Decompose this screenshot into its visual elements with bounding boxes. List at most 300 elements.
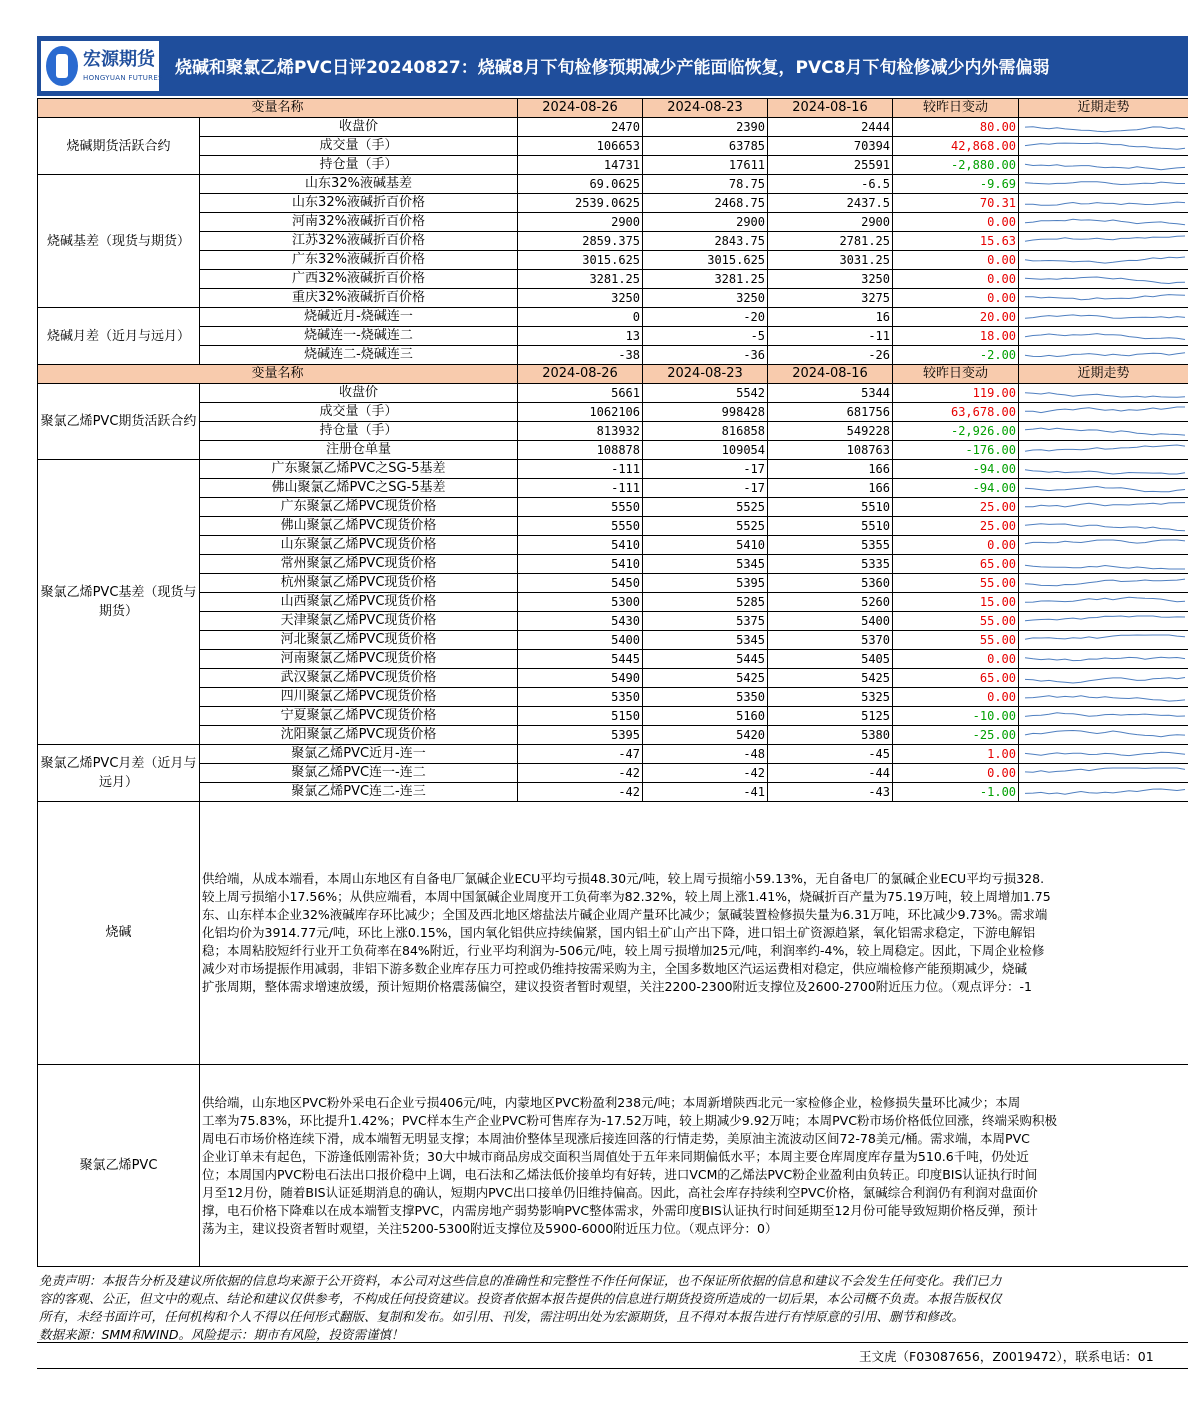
- value-date-3: 5355: [768, 536, 893, 555]
- trend-cell: [1019, 270, 1188, 289]
- trend-cell: [1019, 137, 1188, 156]
- change-value: -176.00: [893, 441, 1019, 460]
- trend-cell: [1019, 650, 1188, 669]
- value-date-3: 3031.25: [768, 251, 893, 270]
- trend-cell: [1019, 175, 1188, 194]
- col-date-2: 2024-08-23: [643, 365, 768, 384]
- value-date-1: -42: [518, 783, 643, 802]
- trend-line: [1025, 487, 1185, 492]
- value-date-2: -36: [643, 346, 768, 365]
- row-label: 宁夏聚氯乙烯PVC现货价格: [200, 707, 518, 726]
- value-date-1: 2539.0625: [518, 194, 643, 213]
- commentary-line: 企业订单未有起色，下游逢低刚需补货；30大中城市商品房成交面积当周值处于五年来同期偏低水平；本周主要仓库周度库存量为510.6千吨，仍处近: [202, 1148, 1029, 1164]
- trend-sparkline: [1019, 669, 1188, 687]
- commentary-row: [38, 1065, 1188, 1267]
- change-value: 25.00: [893, 498, 1019, 517]
- author-contact: 王文虎（F03087656，Z0019472），联系电话：01: [859, 1349, 1154, 1364]
- value-date-2: 3015.625: [643, 251, 768, 270]
- change-value: 1.00: [893, 745, 1019, 764]
- row-label: 成交量（手）: [200, 403, 518, 422]
- value-date-2: 109054: [643, 441, 768, 460]
- trend-cell: [1019, 593, 1188, 612]
- value-date-3: 5260: [768, 593, 893, 612]
- commentary-line: 减少对市场提振作用减弱，非铝下游多数企业库存压力可控或仍维持按需采购为主，全国多数地区汽运运费相对稳定，供应端检修产能预期减少，烧碱: [202, 961, 1028, 976]
- trend-line: [1025, 565, 1185, 569]
- change-value: 0.00: [893, 289, 1019, 308]
- commentary-line: 月至12月份，随着BIS认证延期消息的确认，短期内PVC出口接单仍旧维持偏高。因此，高社会库存持续利空PVC价格，氯碱综合利润仍有利润对盘面价: [202, 1184, 1038, 1200]
- value-date-2: 2843.75: [643, 232, 768, 251]
- trend-cell: [1019, 194, 1188, 213]
- value-date-3: 70394: [768, 137, 893, 156]
- change-value: -94.00: [893, 460, 1019, 479]
- row-label: 聚氯乙烯PVC连一-连二: [200, 764, 518, 783]
- row-label: 持仓量（手）: [200, 156, 518, 175]
- commentary-label: 烧碱: [38, 802, 200, 1065]
- table-row: [38, 726, 1188, 745]
- row-label: 四川聚氯乙烯PVC现货价格: [200, 688, 518, 707]
- change-value: 0.00: [893, 536, 1019, 555]
- value-date-1: 106653: [518, 137, 643, 156]
- row-label: 山东32%液碱基差: [200, 175, 518, 194]
- row-label: 成交量（手）: [200, 137, 518, 156]
- trend-line: [1025, 353, 1185, 357]
- table-row: [38, 118, 1188, 137]
- value-date-2: -48: [643, 745, 768, 764]
- logo-chinese: 宏源期货: [83, 49, 155, 70]
- value-date-3: 166: [768, 479, 893, 498]
- table-row: [38, 517, 1188, 536]
- change-value: -2,880.00: [893, 156, 1019, 175]
- value-date-2: 5425: [643, 669, 768, 688]
- value-date-1: 5300: [518, 593, 643, 612]
- value-date-3: 3250: [768, 270, 893, 289]
- value-date-1: -47: [518, 745, 643, 764]
- value-date-3: 2900: [768, 213, 893, 232]
- change-value: 70.31: [893, 194, 1019, 213]
- group-label: 烧碱月差（近月与远月）: [38, 308, 200, 365]
- value-date-1: 5550: [518, 498, 643, 517]
- trend-cell: [1019, 726, 1188, 745]
- value-date-1: 5150: [518, 707, 643, 726]
- value-date-2: -17: [643, 460, 768, 479]
- value-date-1: 3015.625: [518, 251, 643, 270]
- value-date-3: 3275: [768, 289, 893, 308]
- col-trend: 近期走势: [1019, 99, 1188, 118]
- trend-line: [1025, 524, 1185, 531]
- value-date-3: 2437.5: [768, 194, 893, 213]
- value-date-3: 5335: [768, 555, 893, 574]
- value-date-2: 5345: [643, 555, 768, 574]
- trend-cell: [1019, 707, 1188, 726]
- change-value: 18.00: [893, 327, 1019, 346]
- trend-sparkline: [1019, 726, 1188, 744]
- commentary-line: 工率为75.83%，环比提升1.42%；PVC样本生产企业PVC粉可售库存为-17.52万吨，较上期减少9.92万吨；本周PVC粉市场价格低位回涨，终端采购积极: [202, 1112, 1057, 1128]
- value-date-1: 13: [518, 327, 643, 346]
- trend-sparkline: [1019, 308, 1188, 326]
- value-date-3: 5380: [768, 726, 893, 745]
- value-date-3: -11: [768, 327, 893, 346]
- row-label: 河北聚氯乙烯PVC现货价格: [200, 631, 518, 650]
- change-value: 0.00: [893, 251, 1019, 270]
- trend-line: [1025, 597, 1185, 602]
- trend-line: [1025, 182, 1185, 185]
- trend-line: [1025, 164, 1185, 170]
- disclaimer-line: 容的客观、公正，但文中的观点、结论和建议仅供参考，不构成任何投资建议。投资者依据本报告提供的信息进行期货投资所造成的一切后果，本公司概不负责。本报告版权仅: [39, 1291, 1002, 1306]
- commentary-label: 聚氯乙烯PVC: [38, 1065, 200, 1267]
- table-row: [38, 555, 1188, 574]
- trend-sparkline: [1019, 688, 1188, 706]
- value-date-2: 63785: [643, 137, 768, 156]
- row-label: 山东32%液碱折百价格: [200, 194, 518, 213]
- commentary-line: 供给端，山东地区PVC粉外采电石企业亏损406元/吨，内蒙地区PVC粉盈利238元/吨；本周新增陕西北元一家检修企业，检修损失量环比减少；本周: [202, 1094, 1021, 1110]
- trend-cell: [1019, 536, 1188, 555]
- row-label: 广东32%液碱折百价格: [200, 251, 518, 270]
- value-date-2: 5542: [643, 384, 768, 403]
- trend-sparkline: [1019, 194, 1188, 212]
- disclaimer-line: 数据来源：SMM和WIND。风险提示：期市有风险，投资需谨慎！: [39, 1327, 404, 1342]
- value-date-3: 108763: [768, 441, 893, 460]
- change-value: -25.00: [893, 726, 1019, 745]
- trend-cell: [1019, 118, 1188, 137]
- trend-sparkline: [1019, 460, 1188, 478]
- value-date-3: 5400: [768, 612, 893, 631]
- trend-sparkline: [1019, 403, 1188, 421]
- table-row: [38, 536, 1188, 555]
- trend-sparkline: [1019, 498, 1188, 516]
- value-date-1: 108878: [518, 441, 643, 460]
- row-label: 河南32%液碱折百价格: [200, 213, 518, 232]
- trend-sparkline: [1019, 593, 1188, 611]
- change-value: 0.00: [893, 688, 1019, 707]
- value-date-3: -26: [768, 346, 893, 365]
- trend-cell: [1019, 517, 1188, 536]
- table-row: [38, 213, 1188, 232]
- value-date-1: -38: [518, 346, 643, 365]
- table-row: [38, 631, 1188, 650]
- value-date-2: -17: [643, 479, 768, 498]
- value-date-1: 2900: [518, 213, 643, 232]
- value-date-3: 5325: [768, 688, 893, 707]
- trend-sparkline: [1019, 612, 1188, 630]
- value-date-2: 5395: [643, 574, 768, 593]
- change-value: -9.69: [893, 175, 1019, 194]
- trend-line: [1025, 315, 1185, 318]
- trend-line: [1025, 696, 1185, 701]
- row-label: 烧碱连一-烧碱连二: [200, 327, 518, 346]
- value-date-1: 1062106: [518, 403, 643, 422]
- table-row: [38, 346, 1188, 365]
- trend-cell: [1019, 289, 1188, 308]
- row-label: 杭州聚氯乙烯PVC现货价格: [200, 574, 518, 593]
- group-label: 聚氯乙烯PVC期货活跃合约: [38, 384, 200, 460]
- trend-line: [1025, 445, 1185, 451]
- trend-cell: [1019, 574, 1188, 593]
- trend-sparkline: [1019, 555, 1188, 573]
- trend-sparkline: [1019, 422, 1188, 440]
- row-label: 持仓量（手）: [200, 422, 518, 441]
- trend-sparkline: [1019, 574, 1188, 592]
- row-label: 烧碱近月-烧碱连一: [200, 308, 518, 327]
- col-var-name: 变量名称: [38, 99, 518, 118]
- value-date-3: 5344: [768, 384, 893, 403]
- change-value: 0.00: [893, 270, 1019, 289]
- value-date-1: 5430: [518, 612, 643, 631]
- trend-line: [1025, 713, 1185, 717]
- row-label: 重庆32%液碱折百价格: [200, 289, 518, 308]
- commentary-line: 化铝均价为3914.77元/吨，环比上涨0.15%，国内氧化铝供应持续偏紧，国内铝土矿山产出下降，进口铝土矿资源趋紧，氧化铝需求稳定，下游电解铝: [202, 925, 1036, 940]
- row-label: 山东聚氯乙烯PVC现货价格: [200, 536, 518, 555]
- trend-cell: [1019, 422, 1188, 441]
- table-row: [38, 137, 1188, 156]
- trend-sparkline: [1019, 232, 1188, 250]
- table-row: [38, 194, 1188, 213]
- trend-line: [1025, 257, 1185, 263]
- trend-sparkline: [1019, 156, 1188, 174]
- commentary-row: [38, 802, 1188, 1065]
- table-row: [38, 479, 1188, 498]
- report-title: 烧碱和聚氯乙烯PVC日评20240827：烧碱8月下旬检修预期减少产能面临恢复，PVC8月下旬检修减少内外需偏弱: [175, 58, 1050, 78]
- change-value: 80.00: [893, 118, 1019, 137]
- commentary-line: 供给端，从成本端看，本周山东地区有自备电厂氯碱企业ECU平均亏损48.30元/吨，较上周亏损缩小59.13%，无自备电厂的氯碱企业ECU平均亏损328.: [202, 871, 1045, 886]
- value-date-2: 17611: [643, 156, 768, 175]
- value-date-1: 5400: [518, 631, 643, 650]
- trend-cell: [1019, 346, 1188, 365]
- commentary-text: [200, 1065, 1188, 1267]
- group-label: 烧碱基差（现货与期货）: [38, 175, 200, 308]
- col-trend: 近期走势: [1019, 365, 1188, 384]
- trend-cell: [1019, 745, 1188, 764]
- trend-sparkline: [1019, 137, 1188, 155]
- change-value: -2.00: [893, 346, 1019, 365]
- trend-cell: [1019, 669, 1188, 688]
- value-date-1: 5395: [518, 726, 643, 745]
- row-label: 广西32%液碱折百价格: [200, 270, 518, 289]
- trend-line: [1025, 752, 1185, 755]
- trend-sparkline: [1019, 479, 1188, 497]
- row-label: 烧碱连二-烧碱连三: [200, 346, 518, 365]
- trend-cell: [1019, 460, 1188, 479]
- company-logo: [41, 41, 163, 91]
- table-row: [38, 669, 1188, 688]
- trend-line: [1025, 277, 1185, 284]
- value-date-3: 549228: [768, 422, 893, 441]
- change-value: 0.00: [893, 764, 1019, 783]
- value-date-2: 5350: [643, 688, 768, 707]
- value-date-3: 16: [768, 308, 893, 327]
- row-label: 广东聚氯乙烯PVC之SG-5基差: [200, 460, 518, 479]
- trend-cell: [1019, 498, 1188, 517]
- trend-cell: [1019, 308, 1188, 327]
- trend-cell: [1019, 251, 1188, 270]
- trend-sparkline: [1019, 707, 1188, 725]
- value-date-2: 3281.25: [643, 270, 768, 289]
- trend-cell: [1019, 156, 1188, 175]
- table-row: [38, 707, 1188, 726]
- value-date-2: -41: [643, 783, 768, 802]
- trend-cell: [1019, 403, 1188, 422]
- value-date-3: 5360: [768, 574, 893, 593]
- trend-line: [1025, 789, 1185, 794]
- value-date-3: 681756: [768, 403, 893, 422]
- change-value: 65.00: [893, 555, 1019, 574]
- footer: [37, 1342, 1188, 1369]
- trend-sparkline: [1019, 441, 1188, 459]
- table-header-row: [38, 99, 1188, 118]
- table-row: [38, 175, 1188, 194]
- value-date-1: 5445: [518, 650, 643, 669]
- trend-sparkline: [1019, 384, 1188, 402]
- value-date-1: 2859.375: [518, 232, 643, 251]
- trend-cell: [1019, 213, 1188, 232]
- disclaimer-line: 免责声明：本报告分析及建议所依据的信息均来源于公开资料，本公司对这些信息的准确性和完整性不作任何保证，也不保证所依据的信息和建议不会发生任何变化。我们已力: [39, 1273, 1002, 1288]
- trend-cell: [1019, 327, 1188, 346]
- table-row: [38, 441, 1188, 460]
- row-label: 注册仓单量: [200, 441, 518, 460]
- trend-line: [1025, 334, 1185, 340]
- trend-line: [1025, 236, 1185, 241]
- value-date-3: -44: [768, 764, 893, 783]
- trend-cell: [1019, 232, 1188, 251]
- group-label: 聚氯乙烯PVC月差（近月与远月）: [38, 745, 200, 802]
- change-value: 0.00: [893, 213, 1019, 232]
- change-value: -94.00: [893, 479, 1019, 498]
- value-date-1: 5661: [518, 384, 643, 403]
- value-date-3: 25591: [768, 156, 893, 175]
- row-label: 江苏32%液碱折百价格: [200, 232, 518, 251]
- trend-line: [1025, 407, 1185, 413]
- data-table: [37, 98, 1188, 1267]
- report-header: [37, 36, 1188, 96]
- commentary-line: 较上周亏损缩小17.56%；从供应端看，本周中国氯碱企业周度开工负荷率为82.32%，较上周上涨1.41%，烧碱折百产量为75.19万吨，较上周增加1.75: [202, 889, 1051, 904]
- table-row: [38, 688, 1188, 707]
- value-date-2: 78.75: [643, 175, 768, 194]
- change-value: 63,678.00: [893, 403, 1019, 422]
- value-date-2: 2900: [643, 213, 768, 232]
- trend-sparkline: [1019, 631, 1188, 649]
- commentary-line: 周电石市场价格连续下滑，成本端暂无明显支撑；本周油价整体呈现涨后接连回落的行情走势，美原油主流波动区间72-78美元/桶。需求端，本周PVC: [202, 1130, 1030, 1146]
- value-date-3: -6.5: [768, 175, 893, 194]
- trend-cell: [1019, 441, 1188, 460]
- trend-line: [1025, 616, 1185, 621]
- table-row: [38, 612, 1188, 631]
- col-change: 较昨日变动: [893, 365, 1019, 384]
- row-label: 广东聚氯乙烯PVC现货价格: [200, 498, 518, 517]
- value-date-1: -42: [518, 764, 643, 783]
- change-value: 20.00: [893, 308, 1019, 327]
- row-label: 佛山聚氯乙烯PVC现货价格: [200, 517, 518, 536]
- value-date-1: 813932: [518, 422, 643, 441]
- value-date-2: 3250: [643, 289, 768, 308]
- change-value: 42,868.00: [893, 137, 1019, 156]
- col-change: 较昨日变动: [893, 99, 1019, 118]
- table-row: [38, 384, 1188, 403]
- table-row: [38, 574, 1188, 593]
- value-date-3: 2781.25: [768, 232, 893, 251]
- change-value: 55.00: [893, 612, 1019, 631]
- change-value: 15.63: [893, 232, 1019, 251]
- table-header-row: [38, 365, 1188, 384]
- change-value: 55.00: [893, 574, 1019, 593]
- trend-sparkline: [1019, 270, 1188, 288]
- row-label: 河南聚氯乙烯PVC现货价格: [200, 650, 518, 669]
- trend-sparkline: [1019, 327, 1188, 345]
- trend-cell: [1019, 612, 1188, 631]
- commentary-line: 荡为主，建议投资者暂时观望，关注5200-5300附近支撑位及5900-6000附近压力位。（观点评分：0）: [202, 1220, 778, 1236]
- trend-line: [1025, 219, 1185, 225]
- value-date-1: 5410: [518, 555, 643, 574]
- row-label: 山西聚氯乙烯PVC现货价格: [200, 593, 518, 612]
- logo-mark-icon: [46, 46, 78, 86]
- trend-cell: [1019, 688, 1188, 707]
- trend-line: [1025, 678, 1185, 684]
- change-value: 25.00: [893, 517, 1019, 536]
- table-row: [38, 498, 1188, 517]
- row-label: 收盘价: [200, 118, 518, 137]
- value-date-2: -5: [643, 327, 768, 346]
- value-date-2: 5410: [643, 536, 768, 555]
- value-date-2: 5445: [643, 650, 768, 669]
- commentary-text: [200, 802, 1188, 1065]
- table-row: [38, 650, 1188, 669]
- col-date-1: 2024-08-26: [518, 365, 643, 384]
- group-label: 聚氯乙烯PVC基差（现货与期货）: [38, 460, 200, 745]
- trend-sparkline: [1019, 118, 1188, 136]
- change-value: 15.00: [893, 593, 1019, 612]
- value-date-2: 816858: [643, 422, 768, 441]
- col-date-2: 2024-08-23: [643, 99, 768, 118]
- report-frame: [37, 36, 1188, 1371]
- trend-line: [1025, 657, 1185, 660]
- value-date-2: -20: [643, 308, 768, 327]
- value-date-1: 5490: [518, 669, 643, 688]
- group-label: 烧碱期货活跃合约: [38, 118, 200, 175]
- table-row: [38, 422, 1188, 441]
- trend-sparkline: [1019, 517, 1188, 535]
- trend-sparkline: [1019, 175, 1188, 193]
- trend-sparkline: [1019, 251, 1188, 269]
- trend-line: [1025, 295, 1185, 300]
- value-date-1: 5450: [518, 574, 643, 593]
- trend-line: [1025, 768, 1185, 772]
- change-value: -2,926.00: [893, 422, 1019, 441]
- commentary-line: 东、山东样本企业32%液碱库存环比减少；全国及西北地区熔盐法片碱企业周产量环比减少；氯碱装置检修损失量为6.31万吨，环比减少9.73%。需求端: [202, 907, 1048, 922]
- value-date-3: -45: [768, 745, 893, 764]
- trend-sparkline: [1019, 536, 1188, 554]
- value-date-3: 5425: [768, 669, 893, 688]
- value-date-1: 5410: [518, 536, 643, 555]
- trend-line: [1025, 579, 1185, 586]
- trend-line: [1025, 393, 1185, 398]
- trend-sparkline: [1019, 650, 1188, 668]
- logo-english: HONGYUAN FUTURES: [83, 74, 163, 82]
- change-value: 65.00: [893, 669, 1019, 688]
- value-date-1: 69.0625: [518, 175, 643, 194]
- trend-cell: [1019, 631, 1188, 650]
- row-label: 聚氯乙烯PVC近月-连一: [200, 745, 518, 764]
- commentary-line: 扩张周期，整体需求增速放缓，预计短期价格震荡偏空，建议投资者暂时观望，关注2200-2300附近支撑位及2600-2700附近压力位。（观点评分：-1: [202, 979, 1032, 994]
- disclaimer: [39, 1272, 1188, 1344]
- value-date-3: -43: [768, 783, 893, 802]
- trend-cell: [1019, 783, 1188, 802]
- trend-sparkline: [1019, 346, 1188, 364]
- table-row: [38, 308, 1188, 327]
- change-value: 55.00: [893, 631, 1019, 650]
- value-date-3: 166: [768, 460, 893, 479]
- trend-sparkline: [1019, 764, 1188, 782]
- table-row: [38, 156, 1188, 175]
- trend-line: [1025, 470, 1185, 474]
- trend-cell: [1019, 555, 1188, 574]
